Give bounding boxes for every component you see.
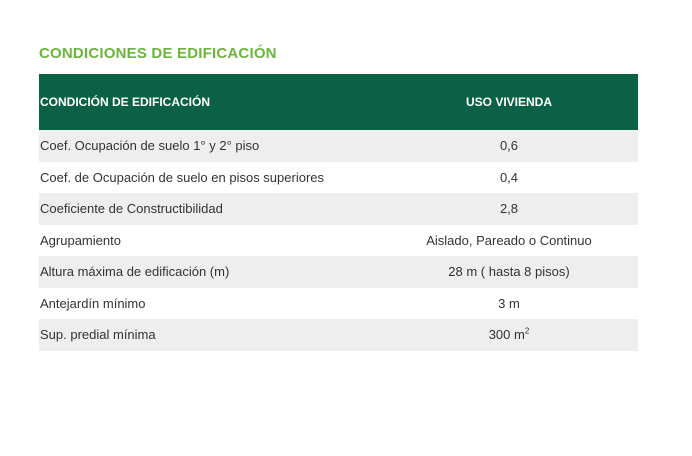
header-uso-vivienda: USO VIVIENDA bbox=[465, 95, 552, 109]
value-superscript: 2 bbox=[524, 326, 530, 336]
row-condition: Altura máxima de edificación (m) bbox=[40, 264, 230, 280]
header-condition: CONDICIÓN DE EDIFICACIÓN bbox=[40, 95, 211, 109]
row-value bbox=[419, 327, 599, 342]
row-condition: Coef. de Ocupación de suelo en pisos superiores bbox=[40, 169, 325, 185]
value-text: 300 m bbox=[488, 327, 525, 343]
table-row bbox=[39, 319, 638, 351]
row-value: 0,4 bbox=[499, 169, 519, 185]
row-value: Aislado, Pareado o Continuo bbox=[426, 232, 592, 248]
conditions-table bbox=[39, 74, 638, 351]
table-row bbox=[39, 193, 638, 225]
table-row bbox=[39, 225, 638, 257]
table-row bbox=[39, 162, 638, 194]
row-condition: Antejardín mínimo bbox=[40, 295, 146, 311]
table-row bbox=[39, 130, 638, 162]
table-header bbox=[39, 74, 638, 130]
row-value: 28 m ( hasta 8 pisos) bbox=[448, 264, 570, 280]
row-value: 0,6 bbox=[499, 138, 519, 154]
table-row bbox=[39, 256, 638, 288]
row-condition: Coeficiente de Constructibilidad bbox=[40, 201, 223, 217]
row-condition: Sup. predial mínima bbox=[40, 327, 156, 343]
row-condition: Coef. Ocupación de suelo 1° y 2° piso bbox=[40, 138, 260, 154]
row-value: 2,8 bbox=[499, 201, 519, 217]
table-row bbox=[39, 288, 638, 320]
section-title: CONDICIONES DE EDIFICACIÓN bbox=[39, 45, 277, 62]
row-value: 3 m bbox=[498, 295, 520, 311]
row-condition: Agrupamiento bbox=[40, 232, 121, 248]
